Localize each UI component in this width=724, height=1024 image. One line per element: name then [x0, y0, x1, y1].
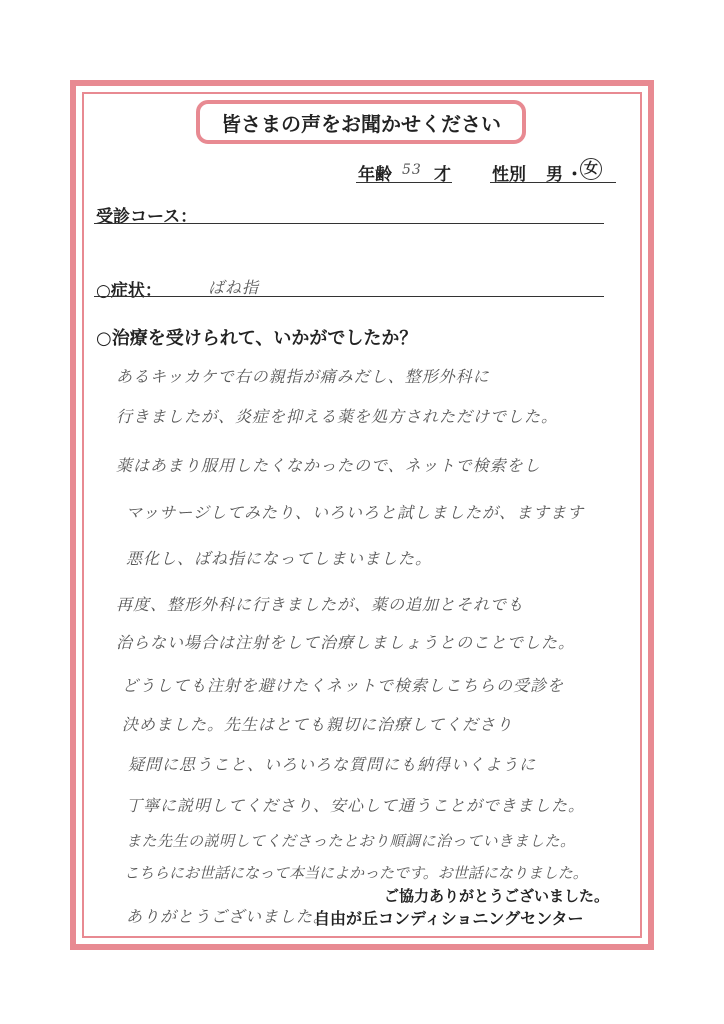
symptom-label: ○症状：	[96, 281, 162, 301]
answer-line: 疑問に思うこと、いろいろな質問にも納得いくように	[128, 755, 537, 774]
course-underline	[94, 223, 604, 224]
gender-underline	[490, 182, 616, 183]
answer-line: どうしても注射を避けたくネットで検索しこちらの受診を	[122, 676, 565, 695]
age-label: 年齢	[358, 165, 392, 185]
course-label: 受診コース：	[96, 207, 198, 227]
question-label: ○治療を受けられて、いかがでしたか？	[96, 328, 418, 349]
gender-female	[580, 158, 602, 180]
gender-male: 男	[546, 165, 563, 185]
age-unit: 才	[434, 165, 451, 185]
answer-line: 丁寧に説明してくださり、安心して通うことができました。	[126, 796, 586, 815]
gender-label: 性別	[492, 165, 526, 185]
page-title: 皆さまの声をお聞かせください	[196, 100, 526, 144]
answer-line: 悪化し、ばね指になってしまいました。	[126, 549, 433, 568]
answer-line: 再度、整形外科に行きましたが、薬の追加とそれでも	[116, 595, 525, 614]
answer-line: 薬はあまり服用したくなかったので、ネットで検索をし	[116, 456, 541, 475]
symptom-value: ばね指	[208, 278, 260, 297]
footer-clinic-name: 自由が丘コンディショニングセンター	[314, 909, 584, 928]
answer-line: 決めました。先生はとても親切に治療してくださり	[122, 715, 514, 734]
gender-female-circled: 女	[580, 158, 602, 180]
answer-line: あるキッカケで右の親指が痛みだし、整形外科に	[116, 367, 490, 386]
answer-line: マッサージしてみたり、いろいろと試しましたが、ますます	[126, 503, 585, 522]
answer-line: こちらにお世話になって本当によかったです。お世話になりました。	[124, 864, 588, 882]
answer-line: また先生の説明してくださったとおり順調に治っていきました。	[126, 832, 576, 850]
answer-line: 行きましたが、炎症を抑える薬を処方されただけでした。	[116, 407, 559, 426]
gender-separator: ・	[566, 165, 583, 185]
age-value: 53	[402, 162, 422, 178]
age-underline	[356, 182, 452, 183]
answer-line: ありがとうございました。	[126, 907, 331, 926]
footer-thanks: ご協力ありがとうございました。	[384, 887, 610, 905]
answer-line: 治らない場合は注射をして治療しましょうとのことでした。	[116, 633, 576, 652]
symptom-underline	[94, 296, 604, 297]
